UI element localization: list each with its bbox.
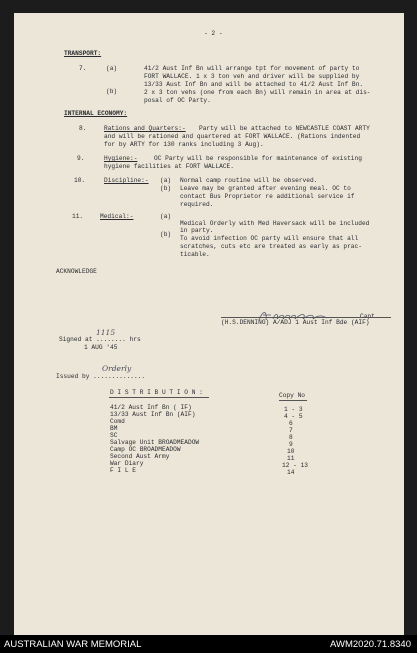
- para-7b-line: 2 x 3 ton vehs (one from each Bn) will remain in area at dis-: [144, 89, 371, 96]
- archive-footer: [0, 635, 417, 653]
- distribution-row-copy: 6: [289, 420, 293, 427]
- para-11b-line: To avoid infection OC party will ensure that all: [180, 235, 359, 242]
- distribution-row-copy: 9: [289, 441, 293, 448]
- document-page: [14, 13, 404, 635]
- para-8-line: Party will be attached to NEWCASTLE COAST ARTY: [199, 125, 370, 132]
- distribution-row-name: BM: [110, 425, 118, 432]
- distribution-row-name: SC: [110, 432, 118, 439]
- para-11a-label: (a): [160, 213, 172, 220]
- para-10-number: 10.: [74, 177, 86, 184]
- para-9-line: hygiene facilities at FORT WALLACE.: [104, 163, 234, 170]
- distribution-row-copy: 11: [287, 455, 295, 462]
- signed-date: 1 AUG '45: [84, 344, 118, 351]
- signatory-rank: Capt.: [360, 313, 379, 320]
- para-7-number: 7.: [79, 65, 87, 72]
- distribution-row-name: Salvage Unit BROADMEADOW: [110, 439, 200, 446]
- para-10b-line: Leave may be granted after evening meal. OC to: [180, 185, 351, 192]
- para-7b-line: 13/33 Aust Inf Bn and will be attached to 41/2 Aust Inf Bn.: [144, 81, 364, 88]
- distribution-row-copy: 12 - 13: [282, 462, 308, 469]
- para-11-title: Medical:-: [100, 213, 134, 220]
- para-10a-line: Normal camp routine will be observed.: [180, 177, 318, 184]
- para-11b-label: (b): [160, 231, 172, 238]
- para-7a-label: (a): [106, 65, 118, 72]
- para-10b-line: contact Bus Proprietor re additional service if: [180, 193, 355, 200]
- para-10-title: Discipline:-: [104, 177, 149, 184]
- distribution-row-copy: 14: [287, 469, 295, 476]
- distribution-row-copy: 10: [287, 448, 295, 455]
- footer-institution: AUSTRALIAN WAR MEMORIAL: [4, 639, 142, 650]
- para-10b-label: (b): [160, 185, 172, 192]
- para-11b-line: scratches, cuts etc are treated as early as prac-: [180, 243, 362, 250]
- distribution-row-copy: 1 - 3: [284, 406, 303, 413]
- para-10a-label: (a): [160, 177, 172, 184]
- para-11a-line: in party.: [180, 227, 214, 234]
- transport-heading: TRANSPORT:: [64, 50, 102, 57]
- copy-no-header: Copy No: [279, 392, 305, 399]
- para-11-number: 11.: [72, 213, 84, 220]
- signed-time-handwritten: 1115: [96, 328, 116, 337]
- distribution-row-name: War Diary: [110, 460, 144, 467]
- para-7a-line: FORT WALLACE. 1 x 3 ton veh and driver will be supplied by: [144, 73, 360, 80]
- internal-economy-heading: INTERNAL ECONOMY:: [64, 110, 128, 117]
- distribution-row-copy: 4 - 5: [284, 413, 303, 420]
- para-9-title: Hygiene:-: [104, 155, 138, 162]
- para-8-number: 8.: [79, 125, 87, 132]
- distribution-heading: D I S T R I B U T I O N :: [110, 389, 203, 396]
- para-11a-line: Medical Orderly with Med Haversack will be included: [180, 220, 370, 227]
- distribution-row-name: F I L E: [110, 467, 136, 474]
- signature-line: [221, 317, 391, 318]
- para-9-line: OC Party will be responsible for maintenance of existing: [154, 155, 362, 162]
- copy-no-underline: [279, 400, 307, 401]
- distribution-row-copy: 8: [289, 434, 293, 441]
- para-8-line: and will be rationed and quartered at FORT WALLACE. (Rations indented: [104, 133, 361, 140]
- para-9-number: 9.: [77, 155, 85, 162]
- distribution-underline: [109, 397, 209, 398]
- distribution-row-name: Camp OC BROADMEADOW: [110, 446, 181, 453]
- distribution-row-name: 41/2 Aust Inf Bn ( IF): [110, 404, 192, 411]
- footer-catalog-id: AWM2020.71.8340: [330, 639, 411, 650]
- para-7b-label: (b): [106, 88, 118, 95]
- para-8-title: Rations and Quarters:-: [104, 125, 186, 132]
- para-11b-line: ticable.: [180, 251, 210, 258]
- distribution-row-name: Second Aust Army: [110, 453, 170, 460]
- para-8-line: for by ARTY for 130 ranks including 3 Aug).: [104, 141, 264, 148]
- distribution-row-name: Comd: [110, 418, 125, 425]
- para-7a-line: 41/2 Aust Inf Bn will arrange tpt for movement of party to: [144, 65, 360, 72]
- signed-at-label: Signed at ........ hrs: [59, 336, 141, 343]
- signatory-name: (H.S.DENNING) A/ADJ 1 Aust Inf Bde (AIF): [221, 319, 370, 326]
- issued-by-label: Issued by ..............: [56, 373, 146, 380]
- distribution-row-name: 13/33 Aust Inf Bn (AIF): [110, 411, 196, 418]
- page-number: - 2 -: [204, 30, 223, 37]
- distribution-row-copy: 7: [289, 427, 293, 434]
- para-7b-line: posal of OC Party.: [144, 97, 211, 104]
- acknowledge-label: ACKNOWLEDGE: [56, 268, 97, 275]
- para-10b-line: required.: [180, 201, 214, 208]
- issued-by-handwritten: Orderly: [102, 364, 132, 373]
